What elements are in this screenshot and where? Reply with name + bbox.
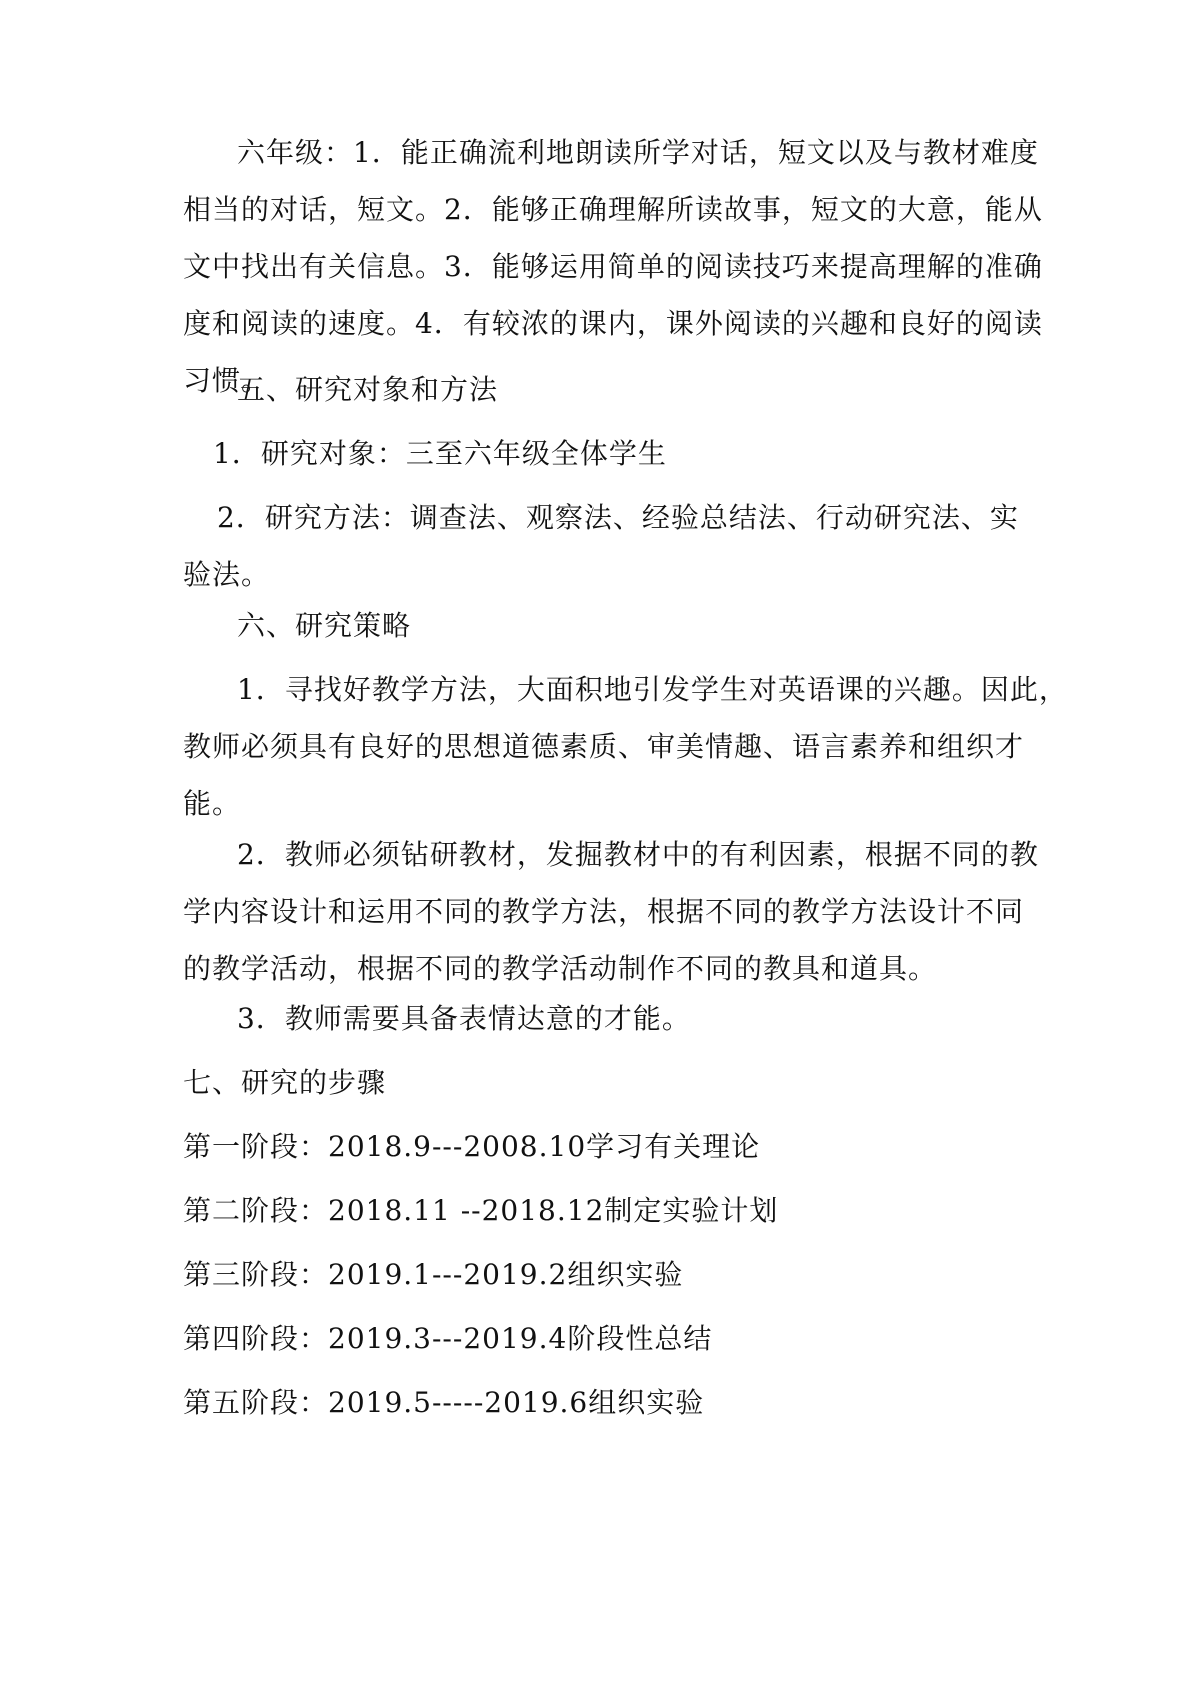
grade6-line-3: 文中找出有关信息。3．能够运用简单的阅读技巧来提高理解的准确	[183, 250, 1043, 283]
section6-item3-block	[183, 990, 1013, 1047]
section5-item2-line-1: 2．研究方法：调查法、观察法、经验总结法、行动研究法、实	[217, 501, 1019, 534]
grade6-line-2: 相当的对话，短文。2．能够正确理解所读故事，短文的大意，能从	[183, 193, 1043, 226]
section5-item1: 1．研究对象：三至六年级全体学生	[213, 437, 667, 470]
section6-item1-line-3: 能。	[183, 787, 242, 820]
stage-5-block	[183, 1374, 1013, 1431]
stage-2: 第二阶段：2018.11 --2018.12制定实验计划	[183, 1194, 779, 1227]
section5-item1-block	[183, 425, 1013, 482]
stage-4: 第四阶段：2019.3---2019.4阶段性总结	[183, 1322, 713, 1355]
section6-item1-block	[183, 661, 1068, 832]
section5-item2-block	[183, 489, 1019, 603]
section5-heading-block	[183, 361, 1013, 418]
section6-item2-line-2: 学内容设计和运用不同的教学方法，根据不同的教学方法设计不同	[183, 895, 1025, 928]
stage-1: 第一阶段：2018.9---2008.10学习有关理论	[183, 1130, 761, 1163]
section5-heading: 五、研究对象和方法	[237, 373, 499, 406]
stage-3-block	[183, 1246, 1013, 1303]
stage-4-block	[183, 1310, 1013, 1367]
section6-heading: 六、研究策略	[237, 609, 412, 642]
section6-item2-line-3: 的教学活动，根据不同的教学活动制作不同的教具和道具。	[183, 952, 938, 985]
section6-item1-line-1: 1．寻找好教学方法，大面积地引发学生对英语课的兴趣。因此，	[237, 673, 1068, 706]
section6-item3: 3．教师需要具备表情达意的才能。	[237, 1002, 691, 1035]
stage-1-block	[183, 1118, 1013, 1175]
stage-3: 第三阶段：2019.1---2019.2组织实验	[183, 1258, 684, 1291]
section6-heading-block	[183, 597, 1013, 654]
grade6-line-4: 度和阅读的速度。4．有较浓的课内，课外阅读的兴趣和良好的阅读	[183, 307, 1043, 340]
stage-2-block	[183, 1182, 1013, 1239]
section7-heading: 七、研究的步骤	[183, 1066, 387, 1099]
grade6-line-5: 习惯。	[183, 364, 271, 397]
section7-heading-block	[183, 1054, 1013, 1111]
stage-5: 第五阶段：2019.5-----2019.6组织实验	[183, 1386, 705, 1419]
section6-item2-block	[183, 826, 1039, 997]
section6-item1-line-2: 教师必须具有良好的思想道德素质、审美情趣、语言素养和组织才	[183, 730, 1025, 763]
grade6-line-1: 六年级：1．能正确流利地朗读所学对话，短文以及与教材难度	[237, 136, 1039, 169]
section6-item2-line-1: 2．教师必须钻研教材，发掘教材中的有利因素，根据不同的教	[237, 838, 1039, 871]
section5-item2-line-2: 验法。	[183, 558, 271, 591]
